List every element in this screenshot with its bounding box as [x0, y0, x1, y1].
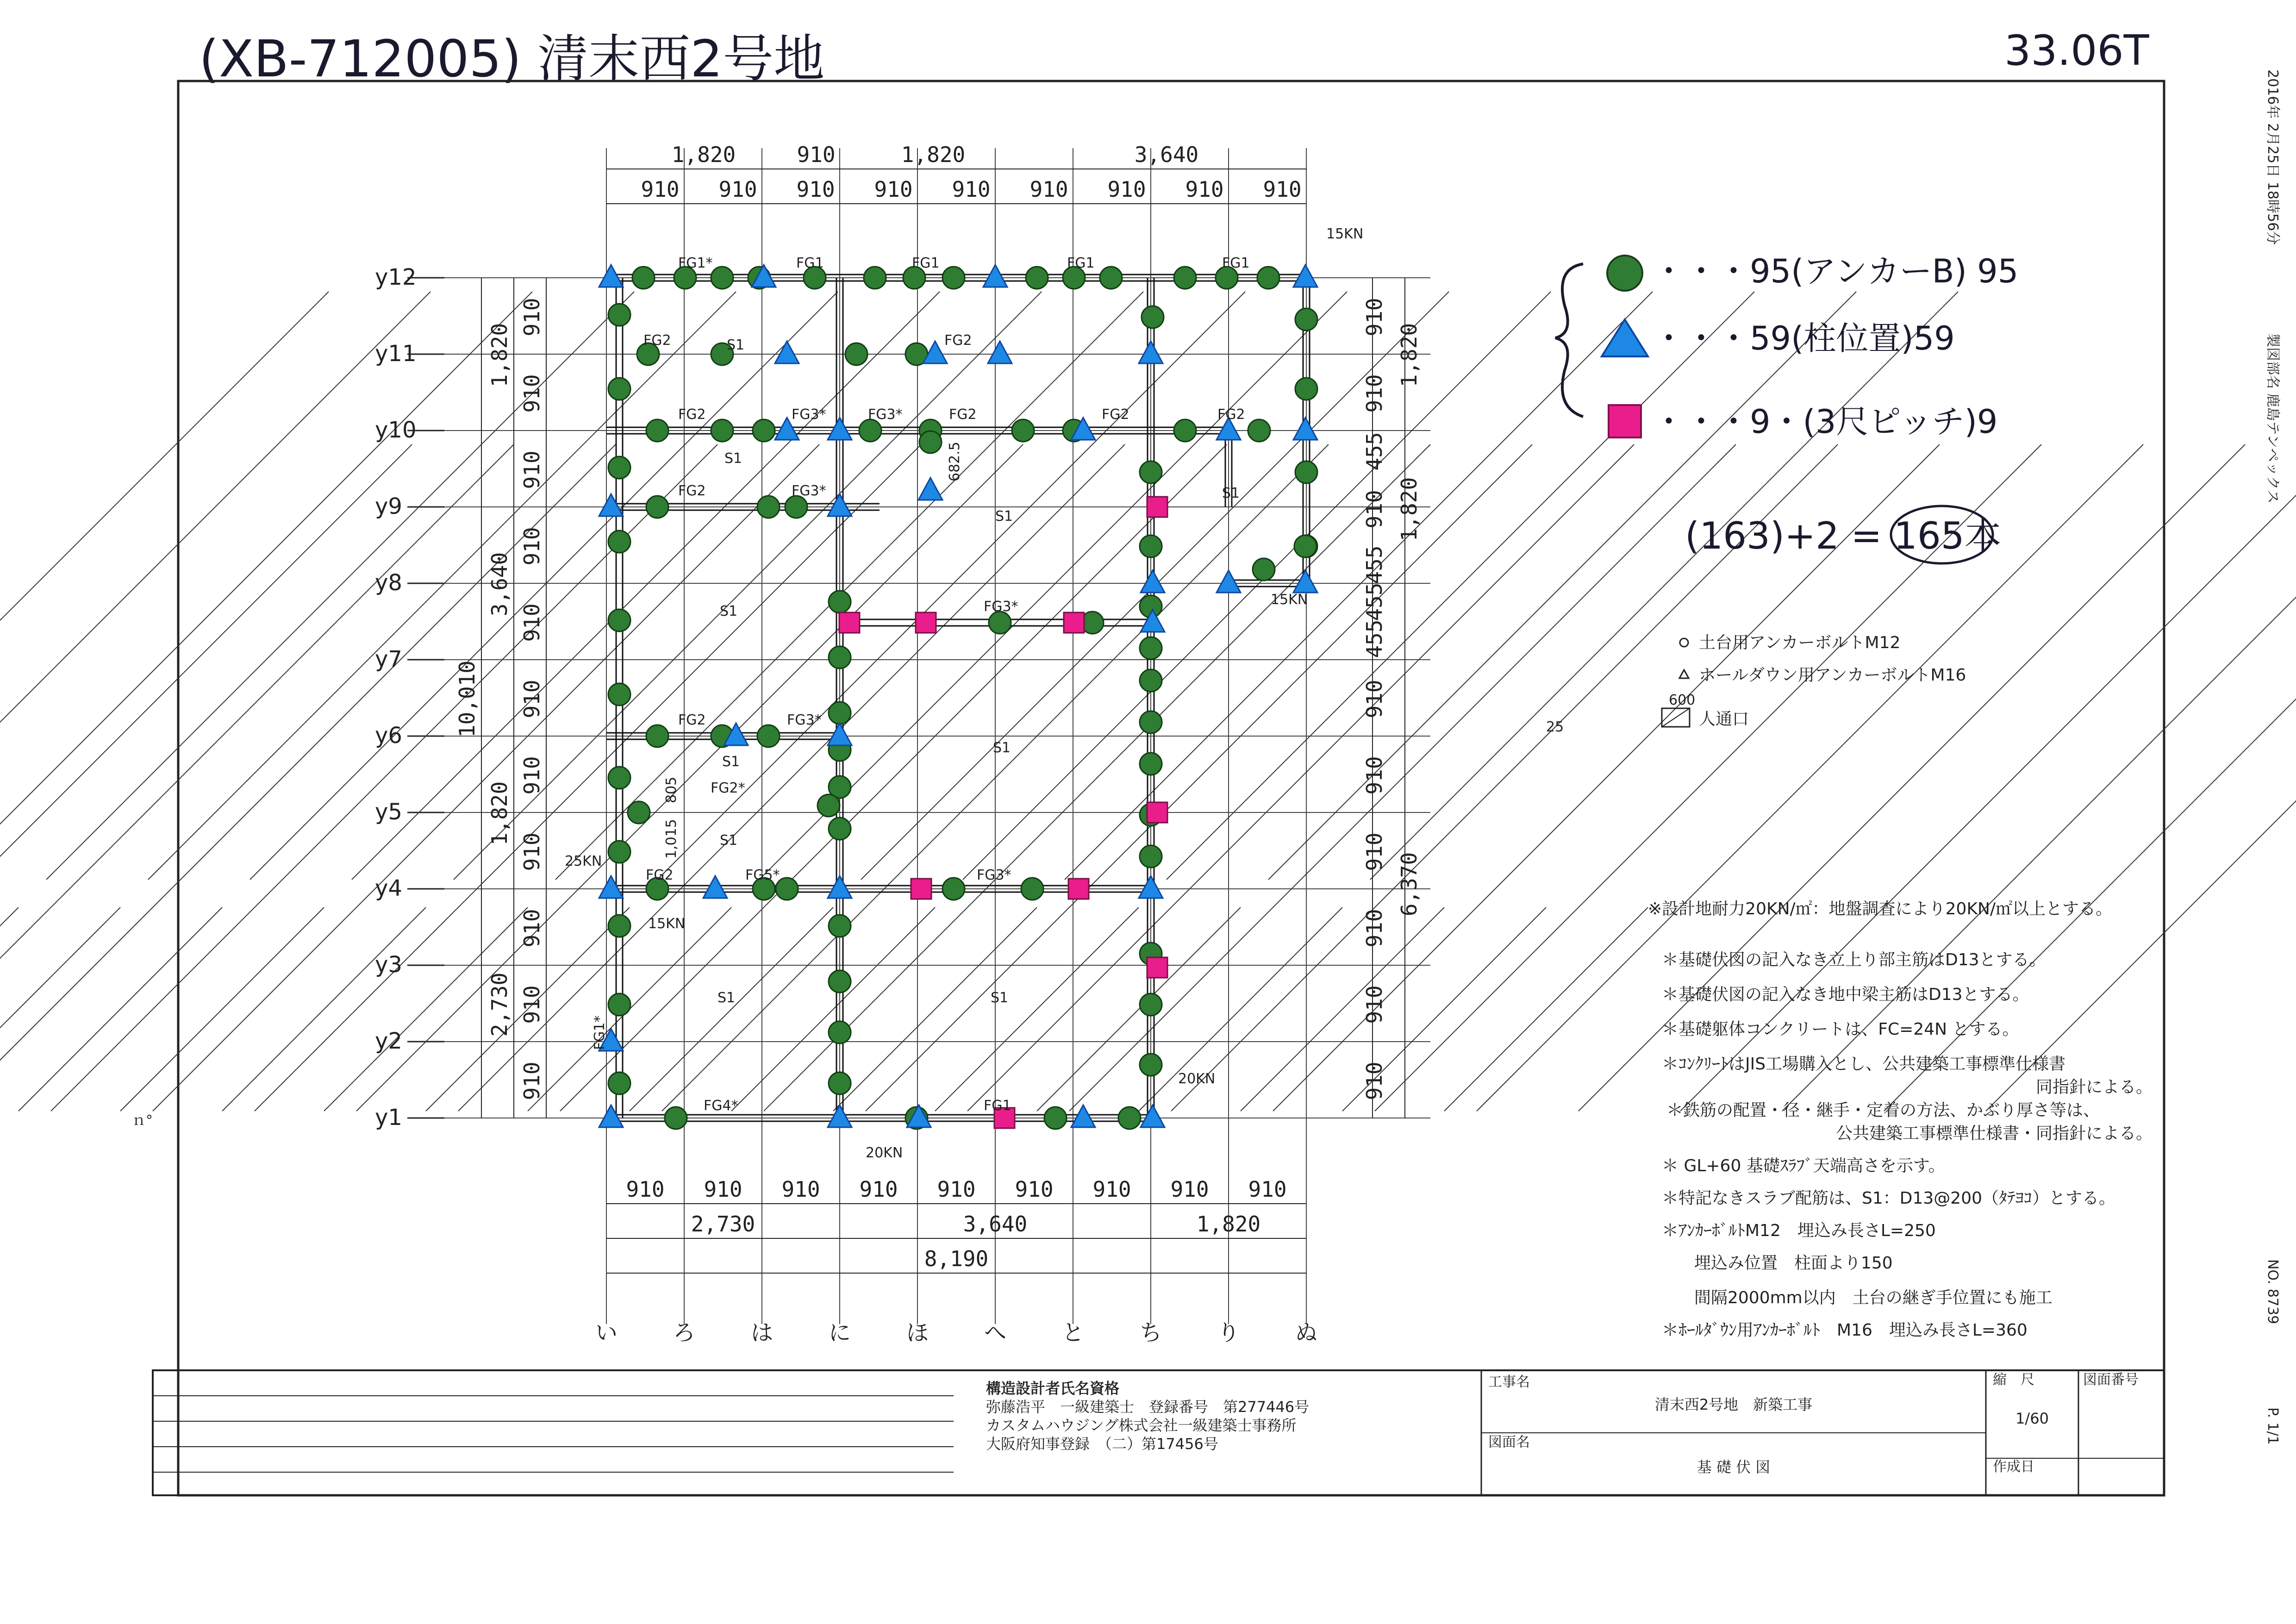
green-anchor-dot-icon — [1044, 1107, 1067, 1129]
green-anchor-dot-icon — [942, 878, 965, 900]
dim-text: 910 — [1107, 177, 1146, 202]
beam-label: FG2 — [678, 483, 706, 499]
dim-text: 910 — [519, 527, 544, 566]
dim-text: 910 — [519, 298, 544, 337]
drawing-name: 基 礎 伏 図 — [1697, 1458, 1771, 1476]
load-label: 20KN — [866, 1145, 903, 1161]
legend-green-text: ・・・95(アンカーB) 95 — [1653, 252, 2019, 290]
green-anchor-dot-icon — [1248, 419, 1270, 442]
slab-label: S1 — [720, 832, 738, 849]
dim-text: 910 — [641, 177, 680, 202]
notes — [1648, 899, 2152, 1340]
blue-triangle-icon — [1602, 319, 1648, 356]
row-label: y7 — [375, 646, 402, 672]
green-anchor-dot-icon — [859, 419, 881, 442]
row-label: y6 — [375, 723, 402, 749]
load-label: 20KN — [1178, 1071, 1216, 1087]
slab-label: S1 — [1222, 485, 1240, 501]
green-anchor-dot-icon — [817, 794, 840, 817]
date-label: 作成日 — [1993, 1459, 2034, 1475]
green-anchor-dot-icon — [1174, 419, 1196, 442]
dim-text: 910 — [519, 985, 544, 1024]
legend-passage-text: 人通口 — [1699, 710, 1749, 729]
dim-text: 910 — [1362, 985, 1387, 1024]
number-label: 図面番号 — [2083, 1372, 2139, 1388]
handwritten-legend — [1555, 252, 2018, 563]
legend-pink-text: ・・・9・(3尺ピッチ)9 — [1653, 403, 1998, 441]
green-anchor-dot-icon — [829, 1021, 851, 1043]
green-anchor-dot-icon — [1142, 306, 1164, 328]
stray-number: 25 — [1546, 719, 1564, 735]
dim-text: 910 — [1015, 1177, 1054, 1202]
scale-label: 縮 尺 — [1993, 1372, 2034, 1388]
beam-label: FG2 — [643, 332, 671, 349]
row-label: y9 — [375, 493, 402, 519]
green-anchor-dot-icon — [1295, 461, 1317, 483]
green-anchor-dot-icon — [829, 646, 851, 668]
green-anchor-dot-icon — [1021, 878, 1043, 900]
load-label: 15KN — [648, 916, 686, 932]
top-dimensions — [641, 142, 1301, 202]
note-line: ＊ｱﾝｶｰﾎﾞﾙﾄM12 埋込み長さL=250 — [1662, 1221, 1936, 1240]
small-triangle-icon — [1679, 670, 1689, 678]
green-anchor-dot-icon — [829, 1072, 851, 1094]
dim-text: 910 — [519, 832, 544, 871]
pink-square-icon — [1609, 405, 1641, 437]
green-anchor-dot-icon — [1026, 267, 1048, 289]
green-dot-icon — [1607, 256, 1642, 291]
dim-text: 1,820 — [1196, 1212, 1261, 1237]
dim-text: 910 — [1029, 177, 1068, 202]
col-label: は — [750, 1320, 774, 1346]
slab-label: S1 — [718, 990, 736, 1006]
green-anchor-dot-icon — [646, 419, 668, 442]
designer-line: カスタムハウジング株式会社一級建築士事務所 — [986, 1417, 1297, 1434]
green-anchor-dot-icon — [757, 725, 780, 747]
dim-text: 1,820 — [1397, 477, 1422, 542]
pink-pitch-square-icon — [1147, 957, 1167, 978]
dim-text: 910 — [797, 142, 836, 167]
beam-label: FG1* — [592, 1015, 608, 1050]
hatch-line — [0, 907, 120, 1111]
green-anchor-dot-icon — [608, 378, 630, 400]
beam-label: FG3* — [792, 406, 826, 423]
green-anchor-dot-icon — [628, 801, 650, 824]
green-anchor-dot-icon — [1295, 378, 1317, 400]
dim-text: 910 — [519, 909, 544, 948]
misc-dim: 805 — [663, 776, 680, 803]
note-line: ＊ｺﾝｸﾘｰﾄはJIS工場購入とし、公共建築工事標準仕様書 — [1662, 1055, 2066, 1074]
stray-mark: ｎ° — [132, 1112, 153, 1129]
legend-circle-text: 土台用アンカーボルトM12 — [1699, 633, 1901, 652]
row-label: y2 — [375, 1028, 402, 1054]
note-line: 同指針による。 — [2035, 1078, 2152, 1097]
hatch-line — [0, 292, 532, 880]
dim-text: 455 — [1362, 582, 1387, 621]
hatch-line — [0, 292, 329, 880]
dim-text: 455 — [1362, 432, 1387, 471]
hatch-line — [1370, 292, 1958, 880]
green-anchor-dot-icon — [757, 496, 780, 518]
beam-label: FG2 — [646, 867, 674, 883]
hatch-line — [0, 907, 19, 1111]
dim-text: 2,730 — [691, 1212, 755, 1237]
fax-sender: 製図部名 鹿島テンペックス — [2265, 333, 2281, 504]
beam-label: FG2 — [949, 406, 977, 423]
col-label: ち — [1139, 1320, 1162, 1346]
green-anchor-dot-icon — [1140, 753, 1162, 775]
green-anchor-dot-icon — [845, 343, 867, 365]
slab-label: S1 — [722, 754, 740, 770]
dim-text: 910 — [1362, 680, 1387, 718]
green-anchor-dot-icon — [1140, 993, 1162, 1016]
beam-label: FG3* — [792, 483, 826, 499]
dim-text: 910 — [704, 1177, 742, 1202]
note-line: ＊鉄筋の配置・径・継手・定着の方法、かぶり厚さ等は、 — [1666, 1101, 2100, 1120]
dim-text: 1,820 — [901, 142, 966, 167]
green-anchor-dot-icon — [608, 531, 630, 553]
col-label: と — [1061, 1320, 1085, 1346]
hatch-line — [1444, 907, 1648, 1111]
green-anchor-dot-icon — [1140, 711, 1162, 733]
designer-line: 弥藤浩平 一級建築士 登録番号 第277446号 — [986, 1398, 1310, 1416]
dim-text: 910 — [718, 177, 757, 202]
dim-text: 2,730 — [487, 972, 512, 1037]
note-line: ＊基礎躯体コンクリートは、FC=24N とする。 — [1662, 1020, 2019, 1039]
green-anchor-dot-icon — [942, 267, 965, 289]
green-anchor-dot-icon — [711, 267, 733, 289]
dim-text: 910 — [519, 680, 544, 718]
hatch-line — [19, 907, 222, 1111]
beam-label: FG1 — [912, 255, 940, 271]
green-anchor-dot-icon — [1140, 669, 1162, 692]
dim-text: 910 — [874, 177, 913, 202]
col-label: ぬ — [1295, 1320, 1318, 1346]
green-anchor-dot-icon — [1257, 267, 1279, 289]
dim-text: 910 — [1362, 1062, 1387, 1100]
beam-label: FG1 — [796, 255, 824, 271]
note-line: ＊ GL+60 基礎ｽﾗﾌﾞ天端高さを示す。 — [1662, 1156, 1945, 1175]
dim-text: 10,010 — [455, 660, 480, 738]
green-anchor-dot-icon — [608, 767, 630, 789]
load-label: 25KN — [565, 853, 602, 869]
dim-text: 910 — [1362, 490, 1387, 529]
dim-text: 910 — [781, 1177, 820, 1202]
beam-label: FG1 — [1067, 255, 1095, 271]
green-anchor-dot-icon — [919, 431, 942, 453]
right-dimensions — [1362, 298, 1422, 1100]
col-label: い — [595, 1320, 618, 1346]
hatch-line — [0, 444, 514, 1111]
dim-text: 910 — [1170, 1177, 1209, 1202]
dim-text: 910 — [519, 603, 544, 642]
green-anchor-dot-icon — [1174, 267, 1196, 289]
pink-pitch-square-icon — [839, 612, 860, 633]
dim-text: 910 — [1248, 1177, 1287, 1202]
dim-text: 910 — [1362, 298, 1387, 337]
green-anchor-dot-icon — [1294, 535, 1316, 557]
green-anchor-dot-icon — [608, 841, 630, 863]
note-line: ＊特記なきスラブ配筋は、S1：D13@200（ﾀﾃﾖｺ）とする。 — [1662, 1189, 2115, 1208]
beam-label: FG1 — [1222, 255, 1250, 271]
note-line: ＊基礎伏図の記入なき地中梁主筋はD13とする。 — [1662, 985, 2029, 1004]
green-anchor-dot-icon — [632, 267, 655, 289]
left-dimensions — [455, 298, 544, 1100]
pink-pitch-square-icon — [1064, 612, 1084, 633]
green-anchor-dot-icon — [665, 1107, 687, 1129]
dim-text: 910 — [937, 1177, 976, 1202]
hatch-line — [0, 444, 412, 1111]
dim-text: 910 — [519, 756, 544, 795]
green-anchor-dot-icon — [1253, 558, 1275, 581]
pink-pitch-square-icon — [1147, 497, 1167, 517]
green-anchor-dot-icon — [608, 456, 630, 479]
green-anchor-dot-icon — [711, 419, 733, 442]
note-line: ※設計地耐力20KN/㎡：地盤調査により20KN/㎡以上とする。 — [1648, 899, 2113, 918]
project-label: 工事名 — [1488, 1374, 1530, 1390]
slab-label: S1 — [724, 450, 742, 467]
green-anchor-dot-icon — [864, 267, 886, 289]
green-anchor-dot-icon — [785, 496, 807, 518]
green-anchor-dot-icon — [608, 1072, 630, 1094]
dim-text: 455 — [1362, 619, 1387, 658]
legend-blue-text: ・・・59(柱位置)59 — [1653, 319, 1955, 357]
pink-pitch-square-icon — [1068, 879, 1089, 899]
beam-label: FG3* — [977, 867, 1011, 883]
row-label: y1 — [375, 1105, 402, 1131]
dim-text: 910 — [626, 1177, 665, 1202]
row-label: y4 — [375, 875, 402, 901]
note-line: 埋込み位置 柱面より150 — [1694, 1254, 1893, 1273]
passage-num: 600 — [1669, 692, 1696, 708]
col-label: り — [1217, 1320, 1240, 1346]
dim-text: 910 — [1362, 909, 1387, 948]
handwritten-title: (XB-712005) 清末西2号地 — [199, 29, 825, 88]
green-anchor-dot-icon — [1140, 535, 1162, 557]
beam-label: FG3* — [787, 712, 822, 728]
load-label: 15KN — [1271, 592, 1308, 608]
beam-label: FG2* — [711, 780, 745, 796]
designer-line: 大阪府知事登録 （二）第17456号 — [986, 1435, 1218, 1453]
green-anchor-dot-icon — [1140, 637, 1162, 659]
row-label: y3 — [375, 952, 402, 978]
slab-label: S1 — [995, 508, 1013, 525]
note-line: ＊基礎伏図の記入なき立上り部主筋はD13とする。 — [1662, 950, 2046, 969]
fax-datetime: 2016年 2月25日 18時56分 — [2265, 69, 2281, 245]
dim-text: 3,640 — [487, 552, 512, 617]
green-anchor-dot-icon — [753, 419, 775, 442]
load-label: 15KN — [1326, 226, 1364, 242]
dim-text: 910 — [519, 450, 544, 489]
green-anchor-dot-icon — [1012, 419, 1034, 442]
beam-label: FG2 — [1217, 406, 1245, 423]
green-anchor-dot-icon — [608, 915, 630, 937]
designer-heading: 構造設計者氏名資格 — [986, 1380, 1120, 1397]
dim-text: 1,820 — [1397, 323, 1422, 387]
beam-label: FG2 — [678, 406, 706, 423]
fax-number: NO. 8739 — [2265, 1259, 2281, 1324]
green-anchor-dot-icon — [1100, 267, 1122, 289]
green-anchor-dot-icon — [608, 683, 630, 706]
dim-text: 910 — [1092, 1177, 1131, 1202]
green-anchor-dot-icon — [1118, 1107, 1141, 1129]
green-anchor-dot-icon — [1140, 1054, 1162, 1076]
dim-text: 910 — [796, 177, 835, 202]
beam-label: FG2 — [678, 712, 706, 728]
column-labels — [595, 1320, 1317, 1346]
dim-text: 910 — [859, 1177, 898, 1202]
bottom-dimensions — [626, 1177, 1286, 1271]
col-label: ほ — [906, 1320, 929, 1346]
green-anchor-dot-icon — [829, 970, 851, 993]
dim-text: 455 — [1362, 545, 1387, 584]
dim-text: 910 — [1185, 177, 1224, 202]
slab-label: S1 — [991, 990, 1009, 1006]
dim-text: 1,820 — [487, 781, 512, 846]
beam-label: FG1 — [984, 1098, 1011, 1114]
fax-stamp — [2265, 69, 2281, 1445]
green-anchor-dot-icon — [989, 612, 1011, 634]
green-anchor-dot-icon — [608, 304, 630, 326]
pink-pitch-square-icon — [916, 612, 936, 633]
col-label: に — [828, 1320, 851, 1346]
hatch-line — [120, 907, 324, 1111]
green-anchor-dot-icon — [829, 818, 851, 840]
beam-label: FG5* — [745, 867, 780, 883]
project-name: 清末西2号地 新築工事 — [1654, 1396, 1813, 1413]
col-label: ろ — [673, 1320, 696, 1346]
dim-text: 910 — [519, 1062, 544, 1100]
green-anchor-dot-icon — [1140, 461, 1162, 483]
beam-label: FG3* — [868, 406, 903, 423]
green-anchor-dot-icon — [829, 591, 851, 613]
green-anchor-dot-icon — [608, 993, 630, 1016]
dim-text: 910 — [1362, 756, 1387, 795]
dim-text: 910 — [1263, 177, 1302, 202]
dim-text: 910 — [519, 374, 544, 413]
hatch-line — [222, 907, 426, 1111]
beam-label: FG3* — [984, 599, 1018, 615]
legend-triangle-text: ホールダウン用アンカーボルトM16 — [1699, 666, 1966, 685]
beam-label: FG2 — [1102, 406, 1129, 423]
green-anchor-dot-icon — [646, 725, 668, 747]
beam-label: FG2 — [944, 332, 972, 349]
note-line: ＊ﾎｰﾙﾀﾞｳﾝ用ｱﾝｶｰﾎﾞﾙﾄ M16 埋込み長さL=360 — [1662, 1321, 2028, 1340]
slab-label: S1 — [727, 337, 745, 353]
drawing-label: 図面名 — [1488, 1434, 1530, 1450]
row-label: y5 — [375, 799, 402, 825]
dim-text: 8,190 — [924, 1246, 989, 1271]
note-line: 間隔2000mm以内 土台の継ぎ手位置にも施工 — [1694, 1288, 2053, 1307]
row-label: y10 — [375, 417, 417, 443]
pink-pitch-square-icon — [1147, 802, 1167, 823]
row-label: y8 — [375, 570, 402, 596]
title-block — [153, 1370, 2164, 1495]
dim-text: 910 — [1362, 374, 1387, 413]
note-line: 公共建築工事標準仕様書・同指針による。 — [1835, 1124, 2152, 1143]
green-anchor-dot-icon — [1295, 308, 1317, 331]
green-anchor-dot-icon — [1140, 845, 1162, 868]
scale-value: 1/60 — [2015, 1410, 2049, 1427]
pink-pitch-square-icon — [911, 879, 931, 899]
dim-text: 3,640 — [1134, 142, 1199, 167]
green-anchor-dot-icon — [829, 702, 851, 724]
beam-label: FG4* — [704, 1098, 738, 1114]
misc-dim: 1,015 — [663, 819, 680, 859]
slab-label: S1 — [720, 603, 738, 619]
printed-legend — [1546, 633, 1966, 735]
legend-total-text: (163)+2 = 165本 — [1685, 514, 2002, 557]
dim-text: 6,370 — [1397, 852, 1422, 917]
green-anchor-dot-icon — [608, 609, 630, 631]
hatch-line — [1986, 444, 2296, 1111]
row-labels — [375, 264, 416, 1131]
green-anchor-dot-icon — [829, 915, 851, 937]
misc-dim: 682.5 — [947, 442, 963, 481]
row-label: y12 — [375, 264, 417, 290]
col-label: へ — [984, 1320, 1007, 1346]
dim-text: 3,640 — [963, 1212, 1028, 1237]
row-label: y11 — [375, 341, 417, 367]
dim-text: 1,820 — [671, 142, 736, 167]
dim-text: 1,820 — [487, 323, 512, 387]
small-circle-icon — [1680, 638, 1688, 647]
green-anchor-dot-icon — [646, 496, 668, 518]
dim-text: 910 — [952, 177, 991, 202]
slab-label: S1 — [993, 740, 1011, 756]
fax-page: P. 1/1 — [2265, 1407, 2281, 1445]
dim-text: 910 — [1362, 832, 1387, 871]
beam-label: FG1* — [678, 255, 713, 271]
handwritten-total: 33.06T — [2004, 26, 2149, 75]
